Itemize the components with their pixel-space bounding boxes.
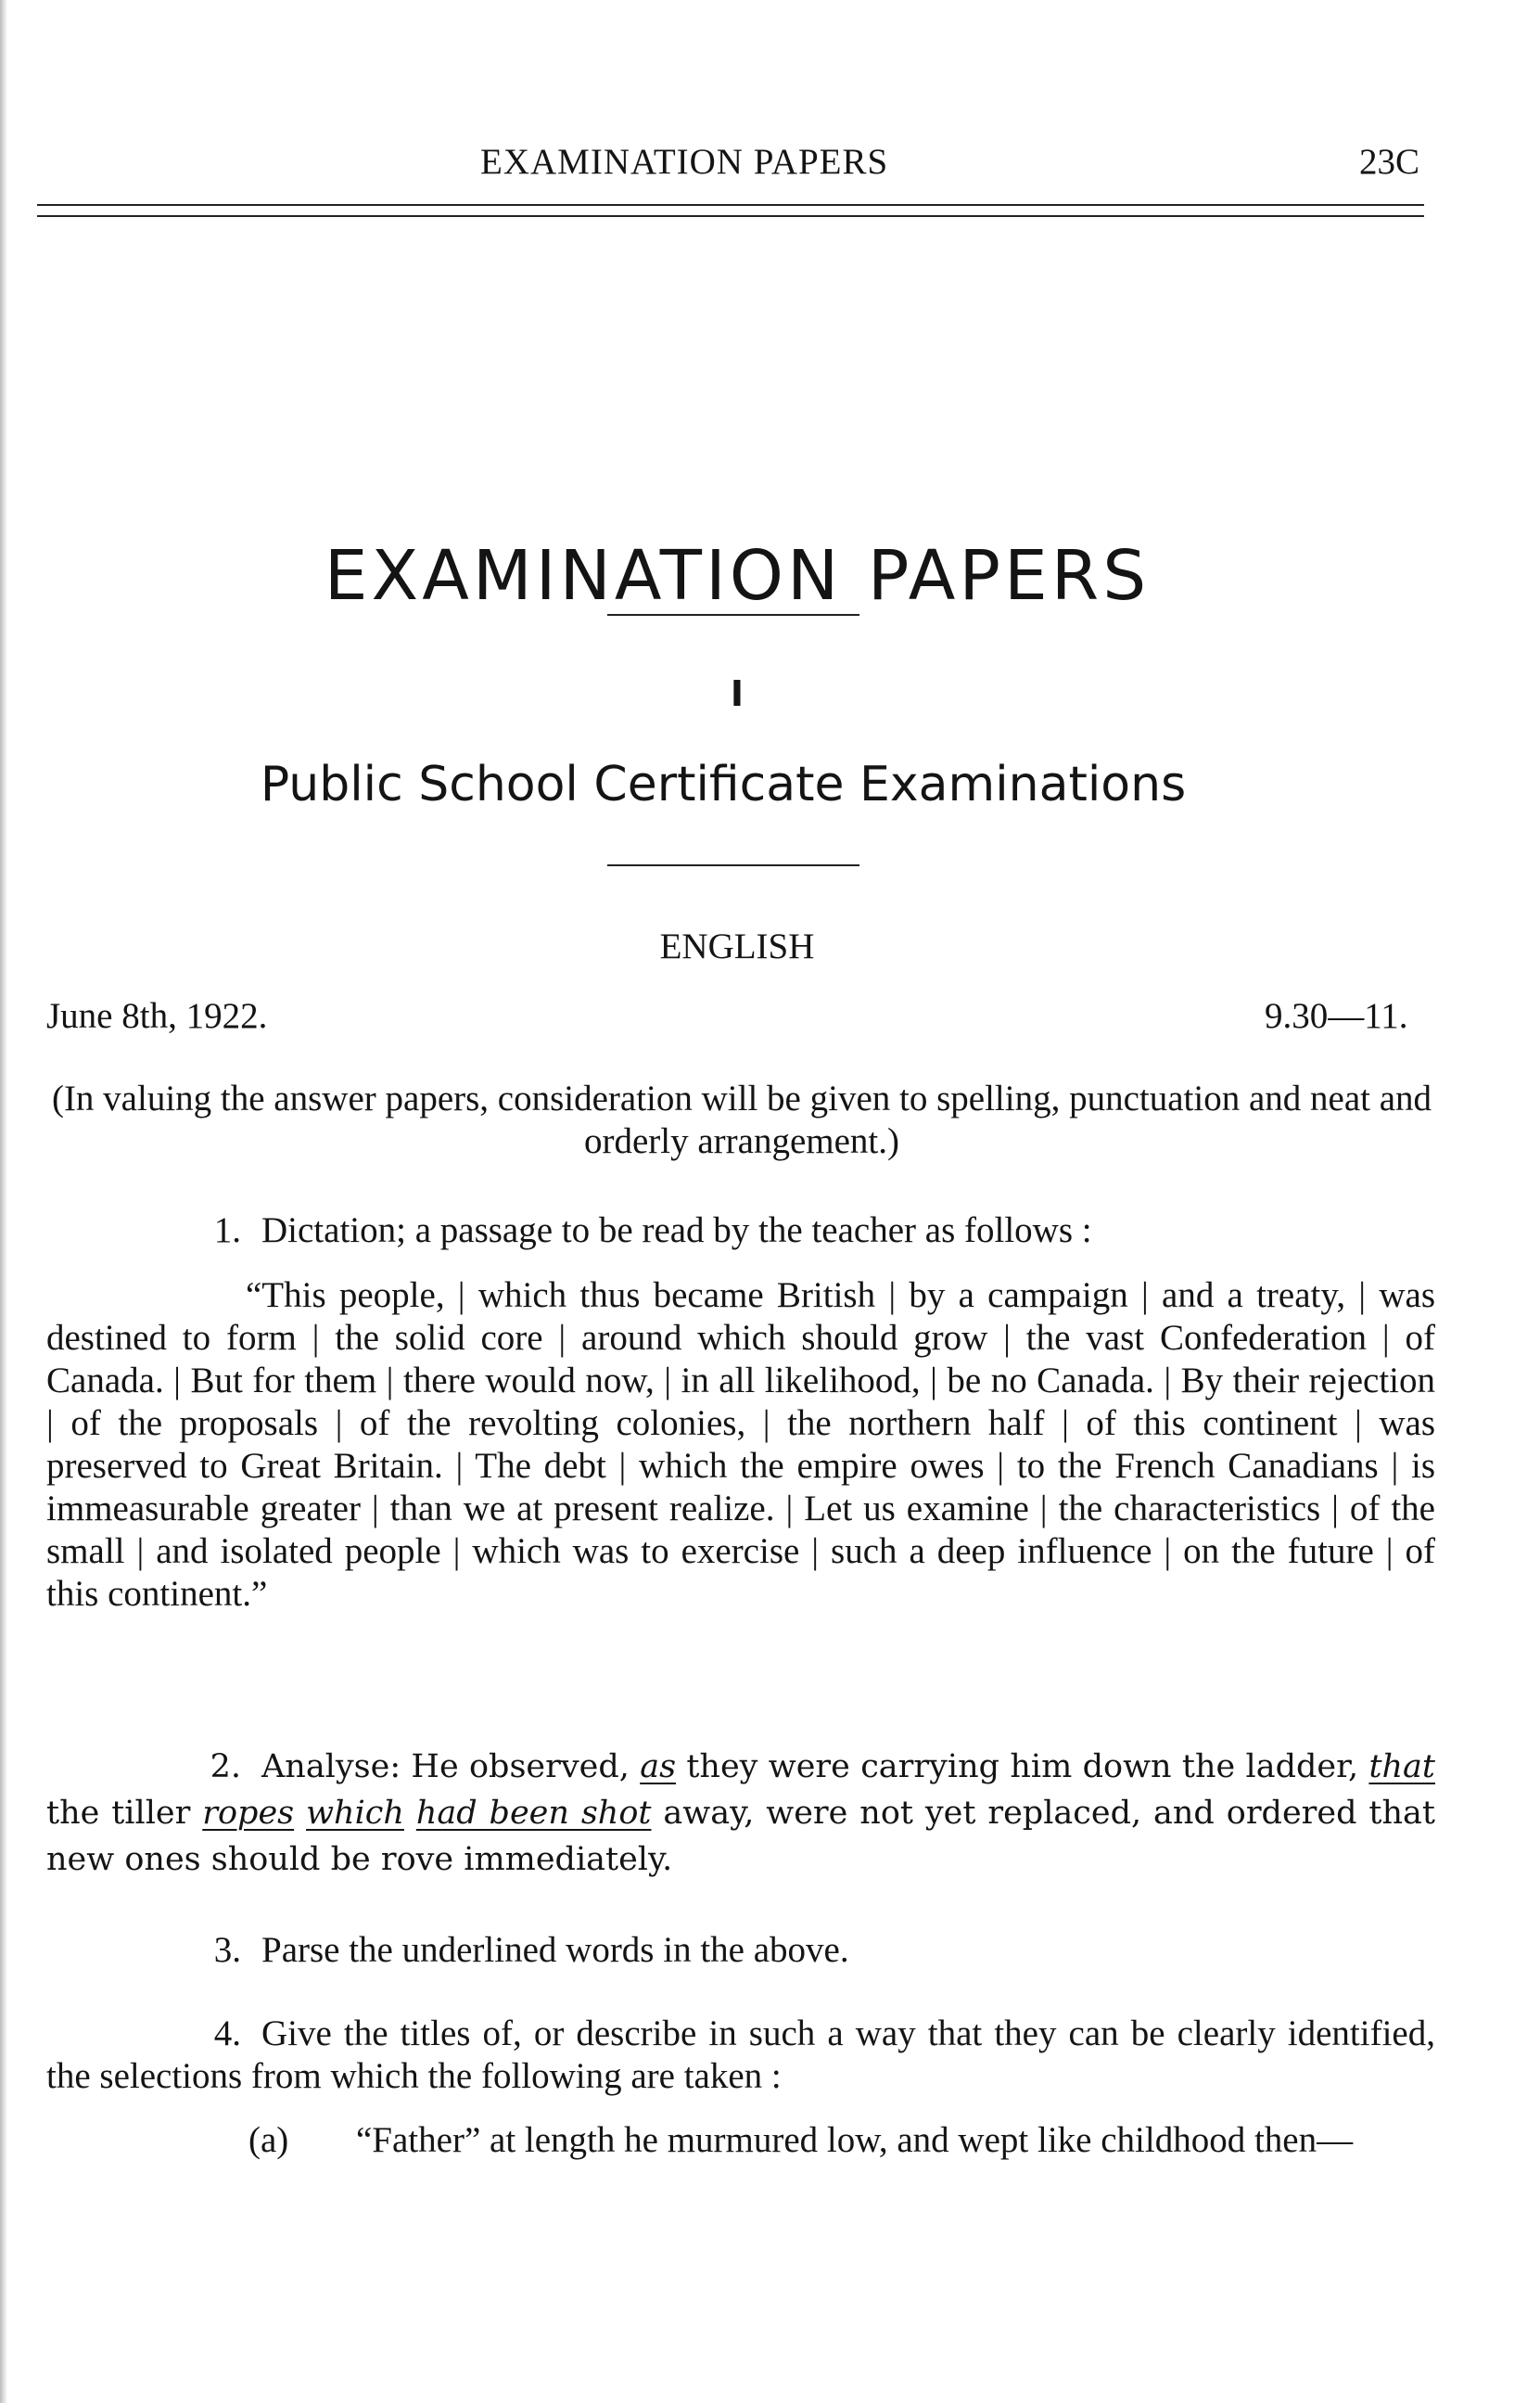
question-text-segment: away, were not yet replaced, and ordered that new ones should be rove immediately. bbox=[46, 1795, 1435, 1878]
question-text: Dictation; a passage to be read by the teacher as follows : bbox=[261, 1210, 1092, 1250]
underlined-word: ropes bbox=[202, 1795, 295, 1832]
page-number: 23C bbox=[1359, 142, 1420, 182]
question-1 bbox=[46, 1209, 1435, 1252]
title-divider bbox=[607, 614, 859, 616]
question-2 bbox=[46, 1744, 1435, 1883]
question-text: Parse the underlined words in the above. bbox=[261, 1930, 849, 1970]
sub-question-text: “Father” at length he murmured low, and wept like childhood then— bbox=[356, 2120, 1354, 2160]
dictation-passage: “This people, | which thus became British | by a campaign | and a treaty, | was destined to form | the solid core | around which should grow | the vast Confederation | of Canada. | But for them | there would now, | in all likelihood, | be no Canada. | By their rejection | of the proposals | of the revolting colonies, | the northern half | of this continent | was preserved to Great Britain. | The debt | which the empire owes | to the French Canadians | is immeasurable greater | than we at present realize. | Let us examine | the characteristics | of the small | and isolated people | which was to exercise | such a deep influence | on the future | of this continent.” bbox=[46, 1275, 1435, 1614]
subject-heading: ENGLISH bbox=[659, 927, 815, 966]
question-text-segment: the tiller bbox=[46, 1795, 203, 1832]
exam-date: June 8th, 1922. bbox=[46, 996, 268, 1036]
page-edge-shadow bbox=[0, 0, 7, 2403]
section-heading: Public School Certificate Examinations bbox=[260, 757, 1187, 812]
section-divider bbox=[607, 864, 859, 866]
header-double-rule bbox=[37, 204, 1424, 217]
underlined-word: had been shot bbox=[415, 1795, 652, 1832]
underlined-word: as bbox=[640, 1748, 677, 1785]
question-number: 1. bbox=[213, 1210, 241, 1250]
section-numeral: I bbox=[730, 673, 745, 714]
question-text-segment: they were carrying him down the ladder, bbox=[676, 1748, 1369, 1785]
question-number: 4. bbox=[213, 2013, 241, 2053]
marking-note: (In valuing the answer papers, consideration will be given to spelling, punctuation and neat and orderly arrangement.) bbox=[51, 1079, 1432, 1161]
question-text-segment: Analyse: He observed, bbox=[261, 1748, 641, 1785]
sub-question-label: (a) bbox=[248, 2120, 289, 2160]
underlined-word: which bbox=[306, 1795, 404, 1832]
question-number: 3. bbox=[213, 1930, 241, 1970]
exam-time: 9.30—11. bbox=[1265, 996, 1408, 1036]
question-text-segment bbox=[404, 1795, 416, 1832]
underlined-word: that bbox=[1368, 1748, 1435, 1785]
running-header bbox=[0, 141, 1540, 187]
question-text: Give the titles of, or describe in such a way that they can be clearly identified, the selections from which the following are taken : bbox=[46, 2013, 1435, 2096]
question-number: 2. bbox=[210, 1748, 241, 1785]
question-3 bbox=[46, 1929, 1435, 1972]
running-title: EXAMINATION PAPERS bbox=[480, 142, 889, 182]
question-4 bbox=[46, 2013, 1435, 2098]
question-text-segment bbox=[294, 1795, 306, 1832]
main-title: EXAMINATION PAPERS bbox=[324, 535, 1151, 616]
